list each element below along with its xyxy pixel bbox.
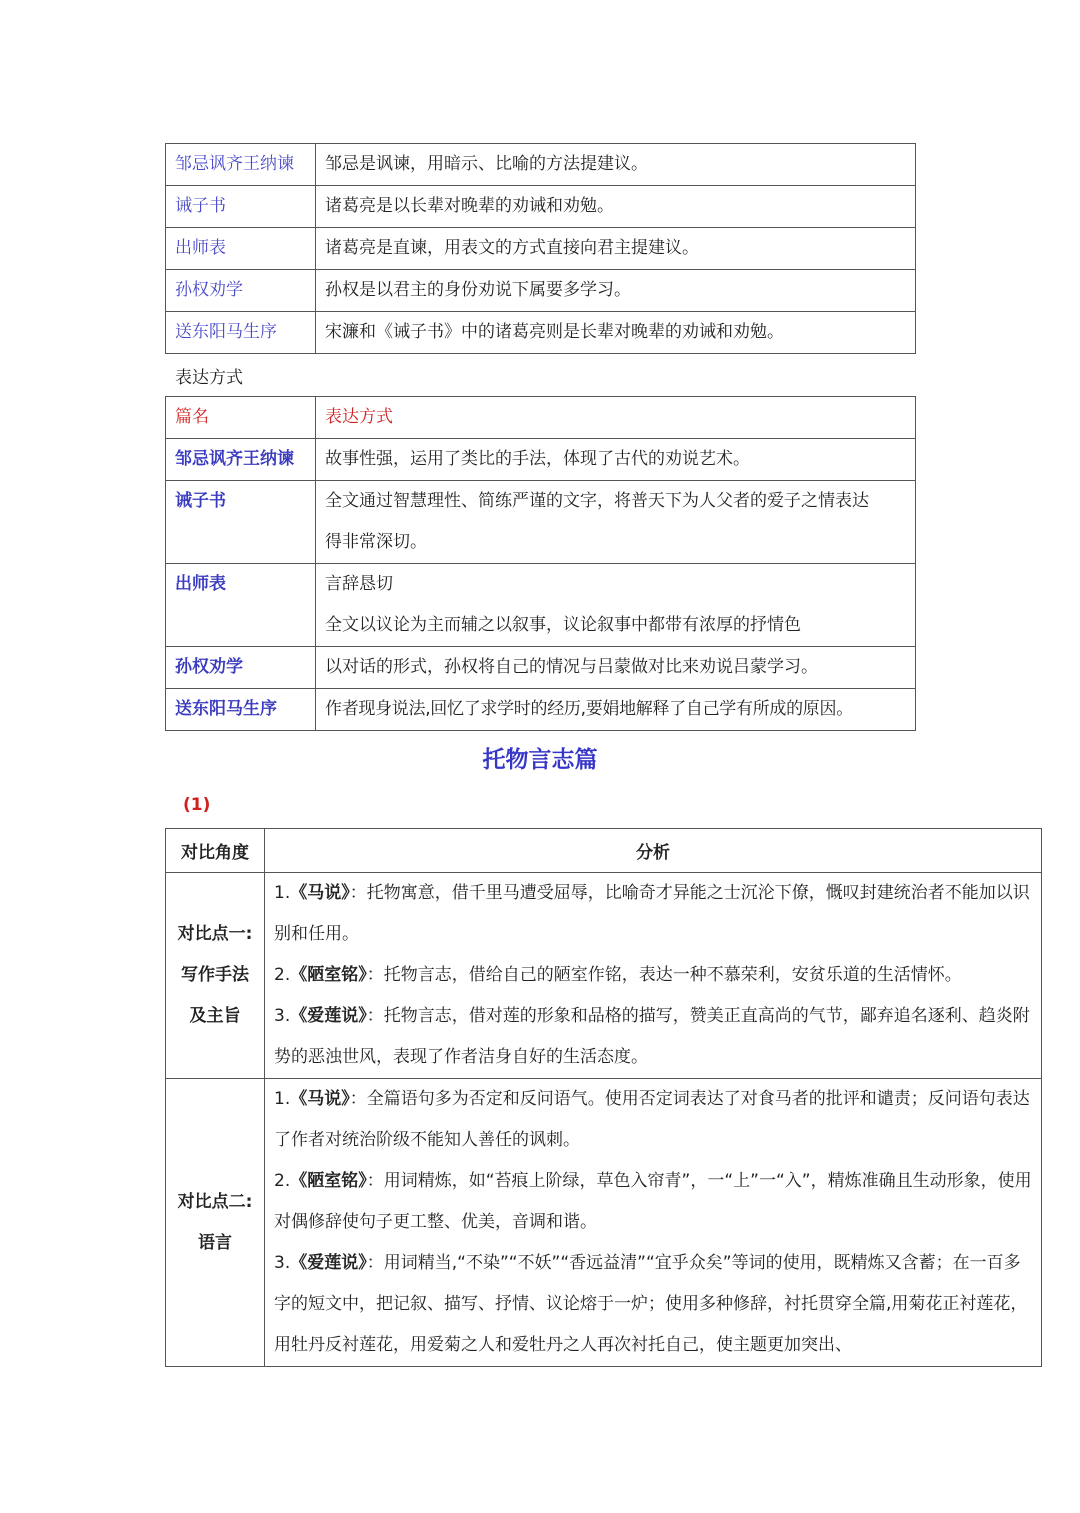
item-title: 《陋室铭》: [290, 965, 367, 985]
desc-line: 故事性强，运用了类比的手法，体现了古代的劝说艺术。: [325, 449, 750, 469]
desc-line: 作者现身说法,回忆了求学时的经历,要娟地解释了自己学有所成的原因。: [325, 699, 853, 719]
label-line: 对比点一:: [177, 924, 253, 944]
desc-cell: [316, 439, 916, 481]
header-cell-analysis: 分析: [265, 829, 1042, 873]
analysis-cell: [265, 1079, 1042, 1367]
desc-cell: [316, 689, 916, 731]
item-title: 《马说》: [290, 883, 350, 903]
table-row: [166, 1079, 1042, 1367]
table-header-row: [166, 829, 1042, 873]
item-text: ：全篇语句多为否定和反问语气。使用否定词表达了对食马者的批评和谴责；反问语句表达了作者对统治阶级不能知人善任的讽刺。: [274, 1089, 1030, 1150]
title-cell: 诫子书: [166, 186, 316, 228]
desc-cell: [316, 647, 916, 689]
analysis-item: [274, 996, 1032, 1078]
label-line: 语言: [198, 1232, 232, 1253]
desc-cell: 邹忌是讽谏，用暗示、比喻的方法提建议。: [316, 144, 916, 186]
item-number: 2.: [274, 965, 291, 985]
table-row: [166, 186, 916, 228]
table-row: [166, 873, 1042, 1079]
table-row: [166, 312, 916, 354]
title-cell: 出师表: [166, 564, 316, 647]
item-number: 1.: [274, 883, 291, 903]
analysis-cell: [265, 873, 1042, 1079]
header-cell-desc: 表达方式: [316, 397, 916, 439]
label-line: 对比点二:: [177, 1191, 253, 1212]
title-cell: 诫子书: [166, 481, 316, 564]
desc-cell: 诸葛亮是直谏，用表文的方式直接向君主提建议。: [316, 228, 916, 270]
table-row: [166, 439, 916, 481]
item-text: ：托物言志，借给自己的陋室作铭，表达一种不慕荣利，安贫乐道的生活情怀。: [366, 965, 962, 985]
desc-line: 言辞恳切: [325, 574, 393, 594]
header-cell-title: 篇名: [166, 397, 316, 439]
title-cell: 孙权劝学: [166, 647, 316, 689]
desc-cell: [316, 481, 916, 564]
analysis-item: [274, 1079, 1032, 1161]
section-heading: 托物言志篇: [482, 747, 598, 773]
comparison-table: [165, 828, 1042, 1367]
sub-number: (1): [183, 795, 211, 815]
title-cell: 邹忌讽齐王纳谏: [166, 144, 316, 186]
table-row: [166, 270, 916, 312]
title-cell: 孙权劝学: [166, 270, 316, 312]
table-row: [166, 228, 916, 270]
item-title: 《爱莲说》: [290, 1253, 367, 1273]
title-cell: 邹忌讽齐王纳谏: [166, 439, 316, 481]
analysis-item: [274, 873, 1032, 955]
desc-cell: 孙权是以君主的身份劝说下属要多学习。: [316, 270, 916, 312]
table-row: [166, 564, 916, 647]
title-cell: 出师表: [166, 228, 316, 270]
item-number: 2.: [274, 1171, 291, 1191]
section-label: 表达方式: [175, 368, 243, 388]
desc-line: 以对话的形式，孙权将自己的情况与吕蒙做对比来劝说吕蒙学习。: [325, 657, 818, 677]
desc-cell: [316, 564, 916, 647]
desc-line: 得非常深切。: [325, 532, 427, 552]
analysis-item: [274, 1243, 1032, 1366]
desc-line: 全文通过智慧理性、简练严谨的文字，将普天下为人父者的爱子之情表达: [325, 491, 869, 511]
label-line: 写作手法: [181, 965, 249, 985]
item-title: 《陋室铭》: [290, 1171, 367, 1191]
desc-line: 全文以议论为主而辅之以叙事，议论叙事中都带有浓厚的抒情色: [325, 615, 801, 635]
table-header-row: [166, 397, 916, 439]
label-line: 及主旨: [189, 1006, 241, 1026]
desc-cell: 诸葛亮是以长辈对晚辈的劝诫和劝勉。: [316, 186, 916, 228]
item-title: 《爱莲说》: [290, 1006, 367, 1026]
item-text: ：托物寓意，借千里马遭受屈辱，比喻奇才异能之士沉沦下僚，慨叹封建统治者不能加以识别和任用。: [274, 883, 1030, 944]
header-cell-angle: 对比角度: [166, 829, 265, 873]
item-number: 1.: [274, 1089, 291, 1109]
advice-style-table: [165, 143, 916, 354]
comparison-label-cell: [166, 1079, 265, 1367]
item-text: ：托物言志，借对莲的形象和品格的描写，赞美正直高尚的气节，鄙弃追名逐利、趋炎附势的恶浊世风，表现了作者洁身自好的生活态度。: [274, 1006, 1030, 1067]
title-cell: 送东阳马生序: [166, 312, 316, 354]
item-number: 3.: [274, 1253, 291, 1273]
item-title: 《马说》: [290, 1089, 350, 1109]
expression-table: [165, 396, 916, 731]
analysis-item: [274, 1161, 1032, 1243]
comparison-label-cell: [166, 873, 265, 1079]
table-row: [166, 647, 916, 689]
table-row: [166, 689, 916, 731]
desc-cell: 宋濂和《诫子书》中的诸葛亮则是长辈对晚辈的劝诫和劝勉。: [316, 312, 916, 354]
item-text: ：用词精炼，如“苔痕上阶绿，草色入帘青”，一“上”一“入”，精炼准确且生动形象，使用对偶修辞使句子更工整、优美，音调和谐。: [274, 1171, 1032, 1232]
item-text: ：用词精当,“不染”“不妖”“香远益清”“宜乎众矣”等词的使用，既精炼又含蓄；在一百多字的短文中，把记叙、描写、抒情、议论熔于一炉；使用多种修辞，衬托贯穿全篇,用菊花正衬莲花，用牡丹反衬莲花，用爱菊之人和爱牡丹之人再次衬托自己，使主题更加突出、: [274, 1253, 1028, 1355]
analysis-item: [274, 955, 1032, 996]
title-cell: 送东阳马生序: [166, 689, 316, 731]
table-row: [166, 481, 916, 564]
item-number: 3.: [274, 1006, 291, 1026]
table-row: [166, 144, 916, 186]
